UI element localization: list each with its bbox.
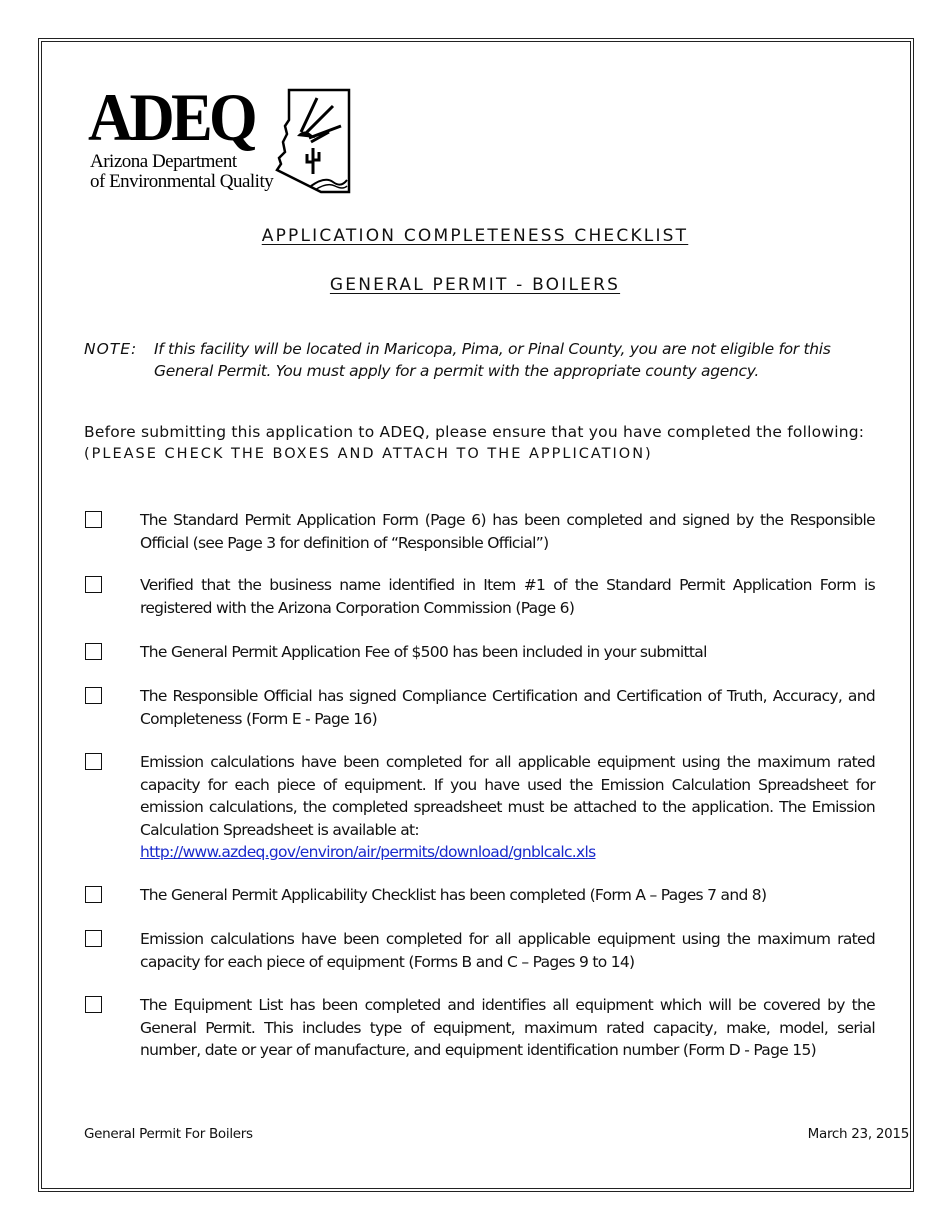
checklist-item-text: Verified that the business name identified in Item #1 of the Standard Permit Application Form is registered with the Arizona Corporation Commission (Page 6) (140, 576, 875, 617)
checklist-item-text: The General Permit Applicability Checklist has been completed (Form A – Pages 7 and 8) (140, 886, 767, 904)
instructions (84, 421, 884, 465)
checkbox[interactable] (85, 930, 102, 947)
checklist-item-text: The Responsible Official has signed Compliance Certification and Certification of Truth, Accuracy, and Completeness (Form E - Page 16) (140, 687, 875, 728)
note (84, 338, 884, 382)
note-label: NOTE: (84, 340, 138, 358)
note-text-line-1: If this facility will be located in Maricopa, Pima, or Pinal County, you are not eligible for this (154, 340, 831, 358)
checklist-item-text: The General Permit Application Fee of $500 has been included in your submittal (140, 643, 707, 661)
note-text-line-2: General Permit. You must apply for a permit with the appropriate county agency. (154, 362, 760, 380)
spreadsheet-link[interactable]: http://www.azdeq.gov/environ/air/permits/download/gnblcalc.xls (140, 843, 596, 861)
checkbox[interactable] (85, 753, 102, 770)
footer-date: March 23, 2015 (807, 1126, 909, 1142)
checklist-item-text (140, 751, 875, 864)
logo-line-1: Arizona Department (90, 151, 237, 172)
instructions-line-2: (PLEASE CHECK THE BOXES AND ATTACH TO THE APPLICATION) (84, 446, 653, 462)
checklist-item-text: Emission calculations have been completed for all applicable equipment using the maximum rated capacity for each piece of equipment (Forms B and C – Pages 9 to 14) (140, 930, 875, 971)
page-subtitle: GENERAL PERMIT - BOILERS (329, 275, 621, 295)
adeq-logo (88, 79, 350, 196)
checkbox[interactable] (85, 886, 102, 903)
checkbox[interactable] (85, 687, 102, 704)
logo-acronym: ADEQ (88, 79, 255, 155)
checkbox[interactable] (85, 576, 102, 593)
checklist-item-text: The Equipment List has been completed and identifies all equipment which will be covered by the General Permit. This includes type of equipment, maximum rated capacity, make, model, serial number, date or year of manufacture, and equipment identification number (Form D - Page 15) (140, 996, 875, 1059)
checklist-item-body: Emission calculations have been completed for all applicable equipment using the maximum rated capacity for each piece of equipment. If you have used the Emission Calculation Spreadsheet for emission calculations, the completed spreadsheet must be attached to the application. The Emission Calculation Spreadsheet is available at: (140, 753, 875, 839)
checkbox[interactable] (85, 643, 102, 660)
checkbox[interactable] (85, 511, 102, 528)
footer-title: General Permit For Boilers (84, 1126, 253, 1142)
checklist-item-text: The Standard Permit Application Form (Page 6) has been completed and signed by the Responsible Official (see Page 3 for definition of “Responsible Official”) (140, 511, 875, 552)
logo-line-2: of Environmental Quality (90, 171, 274, 192)
page-title: APPLICATION COMPLETENESS CHECKLIST (261, 226, 689, 246)
checkbox[interactable] (85, 996, 102, 1013)
instructions-line-1: Before submitting this application to ADEQ, please ensure that you have completed the following: (84, 423, 865, 441)
arizona-map-icon (271, 86, 351, 194)
